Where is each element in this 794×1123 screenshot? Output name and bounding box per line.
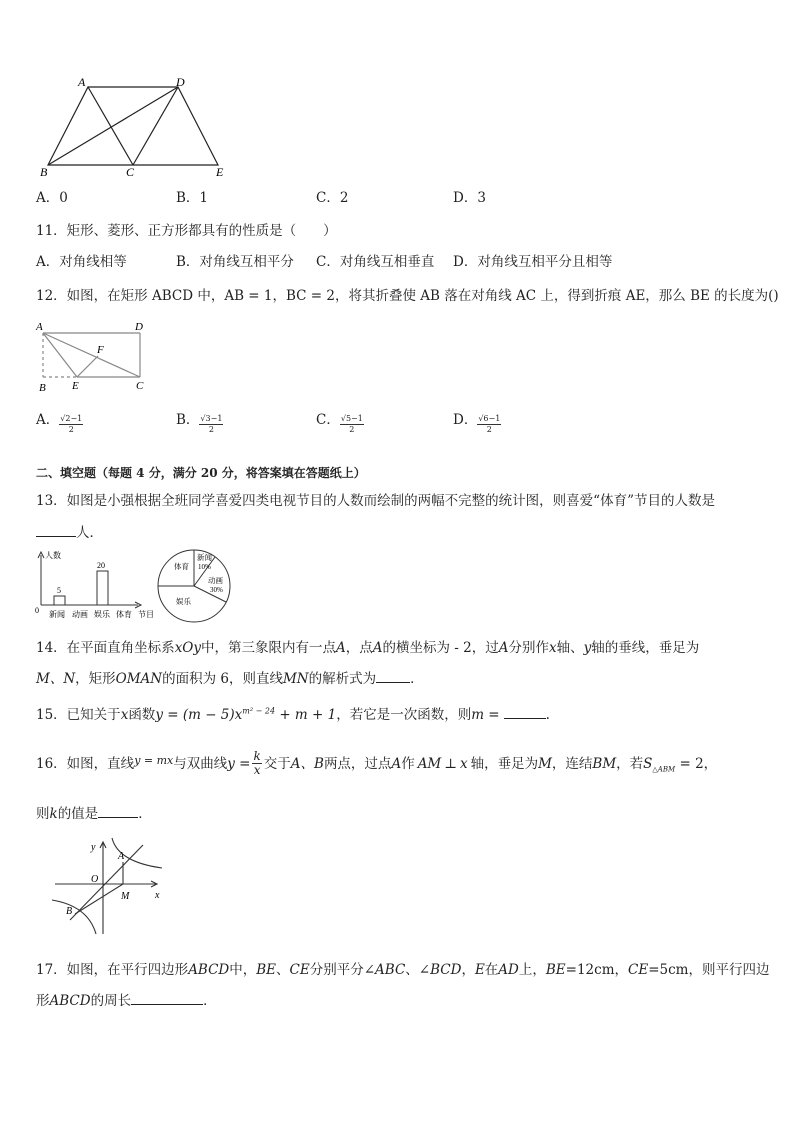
q17-line2 (36, 989, 217, 1009)
q14-point-a: A (336, 640, 346, 656)
q12-stem-a: 12．如图，在矩形 ABCD 中， (36, 288, 225, 304)
label-B: B (40, 165, 48, 179)
q17-text-c: 、 (276, 962, 290, 978)
q14-period: ． (410, 671, 424, 687)
q15-text-c: ，若它是一次函数，则 (336, 707, 472, 723)
q17-text-b: 中， (229, 962, 257, 978)
q14-text-e: 分别作 (508, 640, 549, 656)
q12-option-c-letter: C． (316, 412, 340, 428)
section-heading-fill-in: 二、填空题（每题 4 分，满分 20 分，将答案填在答题纸上） (36, 466, 366, 480)
q16-text-d: 两点，过点 (323, 756, 392, 772)
q12-option-a-denominator: 2 (68, 425, 74, 434)
q16-line-eq: y = mx (134, 754, 174, 767)
q16-text-c: 交于 (263, 756, 291, 772)
q11-option-a[interactable]: A．对角线相等 (36, 254, 127, 270)
label-D: D (135, 321, 143, 333)
q17-abc: ABC (375, 962, 406, 978)
q10-option-d[interactable]: D．3 (453, 190, 486, 206)
q16-s: S (643, 756, 653, 772)
q16-text-e: 作 (401, 756, 415, 772)
q14-text-b: 中，第三象限内有一点 (201, 640, 336, 656)
q17-answer-blank[interactable] (131, 992, 203, 1005)
bar-category-4: 体育 (116, 610, 132, 619)
q17-text-e: 、∠ (405, 962, 431, 978)
label-D: D (176, 75, 185, 89)
bar-category-2: 动画 (72, 610, 88, 619)
q16-am: AM (417, 756, 442, 772)
q14-xoy: xOy (174, 640, 201, 656)
bar-category-3: 娱乐 (94, 610, 110, 619)
bar-chart-origin: 0 (35, 606, 39, 615)
q17-text-a: 17．如图，在平行四边形 (36, 962, 189, 978)
q14-text-d: 的横坐标为 - 2，过 (382, 640, 499, 656)
q12-option-a-letter: A． (36, 412, 60, 428)
bar-chart-xlabel: 节目 (138, 610, 154, 619)
q14-mn: MN (282, 671, 309, 687)
q15-exponent: m² − 24 (242, 706, 276, 716)
label-x: x (155, 890, 160, 901)
q16-period: ． (138, 806, 152, 822)
q16-text-a: 16．如图，直线 (36, 756, 135, 772)
q15-x: x (120, 707, 129, 723)
q15-text-a: 15．已知关于 (36, 707, 121, 723)
q17-abcd: ABCD (188, 962, 230, 978)
q16-x: x (459, 756, 468, 772)
q14-text-i: 的面积为 6，则直线 (162, 671, 283, 687)
q12-option-d-denominator: 2 (486, 425, 492, 434)
q16-k: k (253, 749, 261, 763)
q11-stem: 11．矩形、菱形、正方形都具有的性质是（ ） (36, 223, 337, 239)
pie-label-news: 新闻 (197, 553, 212, 562)
q14-point-a: A (372, 640, 383, 656)
bar-chart-ylabel: 人数 (45, 551, 61, 560)
q12-eq-bc: BC = 2 (286, 288, 335, 304)
label-O: O (91, 874, 99, 885)
q16-hyperbola-eq: y = (227, 756, 251, 772)
q12-option-b-denominator: 2 (208, 425, 214, 434)
q14-text-g: 轴的垂线，垂足为 (591, 640, 700, 656)
q16-text-h: ，连结 (551, 756, 593, 772)
q15-period: . (545, 707, 550, 723)
q12-option-c-numerator: √5−1 (340, 414, 363, 423)
q16-s-sub: △ABM (652, 765, 676, 774)
bar-value-label-2: 20 (97, 561, 105, 570)
q17-period: ． (203, 993, 217, 1009)
bar-value-label-1: 5 (57, 586, 61, 595)
q16-ab: A、B (290, 756, 324, 772)
label-B: B (66, 906, 73, 917)
q16-text-i: ，若 (616, 756, 644, 772)
pie-label-sports: 体育 (174, 562, 189, 571)
q16-text-k: 则 (36, 806, 50, 822)
q12-option-a-numerator: √2−1 (60, 414, 83, 423)
label-E: E (72, 380, 79, 392)
q17-bcd: BCD (430, 962, 462, 978)
q17-text-k: 形 (36, 993, 50, 1009)
q17-text-h: 上， (518, 962, 546, 978)
q15-equation-tail: + m + 1 (275, 707, 337, 723)
pie-label-entertainment: 娱乐 (176, 597, 191, 606)
label-E: E (216, 165, 224, 179)
bar-category-1: 新闻 (49, 610, 65, 619)
q12-option-d-letter: D． (453, 412, 478, 428)
q14-point-a: A (498, 640, 509, 656)
label-F: F (97, 344, 104, 356)
q16-perp: ⊥ (444, 756, 457, 772)
q14-y: y (583, 640, 592, 656)
label-B: B (39, 382, 46, 394)
q17-text-f: ， (461, 962, 475, 978)
q17-line1 (36, 958, 769, 978)
q16-text-g: 轴，垂足为 (470, 756, 539, 772)
q16-x-den: x (253, 763, 261, 777)
q12-option-b-numerator: √3−1 (200, 414, 223, 423)
label-A: A (78, 75, 86, 89)
q16-a: A (391, 756, 402, 772)
q16-text-j: = 2， (675, 756, 718, 772)
q14-text-j: 的解析式为 (308, 671, 377, 687)
q12-option-b-letter: B． (176, 412, 200, 428)
q14-text-a: 14．在平面直角坐标系 (36, 640, 175, 656)
q16-text-l: 的值是 (57, 806, 99, 822)
label-M: M (121, 891, 130, 902)
q14-mn-points: M、N (36, 671, 76, 687)
q15-text-b: 函数 (128, 707, 156, 723)
q15-m-eq: m = (471, 707, 500, 723)
q17-be: BE (256, 962, 277, 978)
q14-oman: OMAN (115, 671, 163, 687)
q12-answer-paren: () (768, 288, 779, 304)
q13-unit: 人． (76, 525, 103, 541)
q17-text-g: 在 (484, 962, 499, 978)
q14-text-h: ，矩形 (75, 671, 116, 687)
q16-m: M (538, 756, 552, 772)
q17-text-j: =5cm，则平行四边 (648, 962, 770, 978)
q14-text-f: 轴、 (556, 640, 584, 656)
q14-text-c: ，点 (345, 640, 373, 656)
q16-bm: BM (592, 756, 617, 772)
q10-option-c[interactable]: C．2 (316, 190, 349, 206)
q12-stem-b: ，将其折叠使 AB 落在对角线 AC 上，得到折痕 AE，那么 BE 的长度为 (334, 288, 769, 304)
q16-k2: k (49, 806, 58, 822)
q17-be-2: BE (545, 962, 566, 978)
q11-option-b[interactable]: B．对角线互相平分 (176, 254, 294, 270)
pie-label-anime-pct: 30% (210, 586, 223, 594)
q17-text-d: 分别平分∠ (309, 962, 376, 978)
q12-option-d-numerator: √6−1 (478, 414, 501, 423)
q10-option-a[interactable]: A．0 (36, 190, 68, 206)
q17-abcd-2: ABCD (49, 993, 91, 1009)
label-A: A (118, 851, 125, 862)
q14-x: x (548, 640, 557, 656)
q10-option-b[interactable]: B．1 (176, 190, 209, 206)
q12-eq-ab: AB = 1 (224, 288, 273, 304)
q13-line1: 13．如图是小强根据全班同学喜爱四类电视节目的人数而绘制的两幅不完整的统计图，则喜爱“体育”节目的人数是 (36, 493, 715, 509)
q11-option-d[interactable]: D．对角线互相平分且相等 (453, 254, 613, 270)
q15-equation: y = (m − 5)x (155, 707, 243, 723)
q12-sep: ， (272, 288, 286, 304)
q17-ce: CE (289, 962, 310, 978)
q17-ad: AD (498, 962, 519, 978)
q17-text-i: =12cm， (565, 962, 629, 978)
q17-e: E (474, 962, 485, 978)
pie-label-news-pct: 10% (198, 563, 211, 571)
label-y: y (91, 842, 96, 853)
pie-label-anime: 动画 (208, 576, 223, 585)
q16-text-b: 与双曲线 (173, 756, 228, 772)
q17-ce-2: CE (628, 962, 649, 978)
q17-text-l: 的周长 (90, 993, 132, 1009)
q12-option-c-denominator: 2 (349, 425, 355, 434)
label-A: A (36, 321, 43, 333)
label-C: C (136, 380, 144, 392)
q11-option-c[interactable]: C．对角线互相垂直 (316, 254, 435, 270)
label-C: C (126, 165, 135, 179)
